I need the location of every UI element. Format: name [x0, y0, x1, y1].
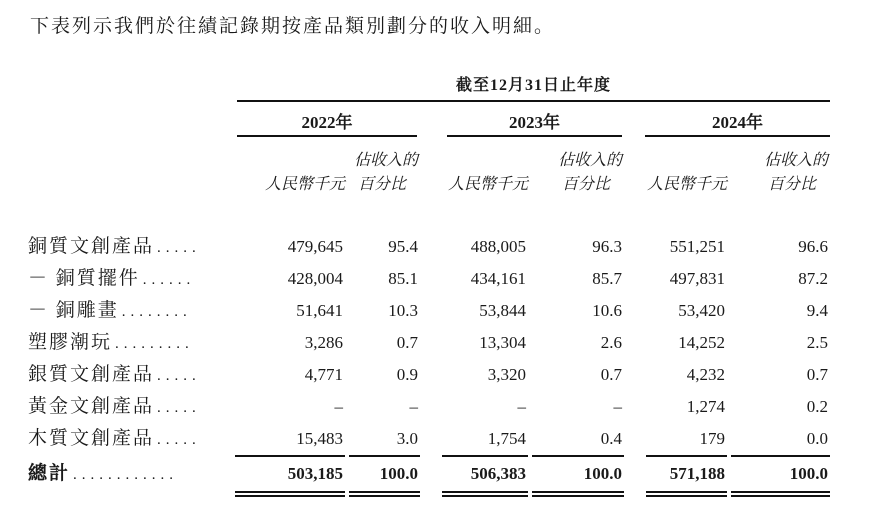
year-header-2023: 2023年 [447, 102, 622, 137]
revenue-by-product-table [28, 76, 830, 497]
rule-segment [731, 455, 830, 457]
amount-cell: 3,320 [487, 365, 526, 384]
subheader-amount-2022: 人民幣千元 [264, 176, 345, 193]
amount-cell: 14,252 [678, 333, 725, 352]
subheader-percent-line2: 百分比 [561, 176, 610, 193]
percent-cell: 3.0 [396, 429, 418, 448]
subheader-percent-line2: 百分比 [767, 176, 816, 193]
row-label [28, 359, 213, 391]
amount-cell: – [334, 397, 343, 416]
dot-leader: ..... [157, 368, 201, 384]
spacer-cell [28, 102, 213, 137]
rule-segment [442, 455, 528, 457]
amount-cell: 1,754 [487, 429, 526, 448]
percent-cell: 0.2 [806, 397, 828, 416]
row-label [28, 231, 213, 263]
table-row-copper-ornaments [28, 263, 830, 295]
column-subheader-row [28, 149, 830, 197]
rule-segment [532, 455, 624, 457]
percent-cell: 95.4 [388, 237, 418, 256]
dot-leader: ..... [157, 400, 201, 416]
row-label [28, 295, 213, 327]
year-header-2022: 2022年 [237, 102, 417, 137]
amount-cell: 434,161 [470, 269, 526, 288]
percent-cell: 2.6 [600, 333, 622, 352]
dot-leader: ........ [121, 304, 192, 320]
subheader-percent-2022 [345, 149, 420, 197]
amount-cell: 53,420 [678, 301, 725, 320]
total-label-text: 總計 [28, 463, 71, 484]
subheader-percent-line1: 佔收入的 [353, 152, 418, 169]
percent-cell: 96.3 [592, 237, 622, 256]
row-label-text: 塑膠潮玩 [28, 332, 113, 353]
total-amount-cell: 506,383 [442, 459, 528, 497]
year-header-row [28, 102, 830, 137]
row-label [28, 263, 213, 295]
amount-cell: 551,251 [669, 237, 725, 256]
period-header: 截至12月31日止年度 [237, 76, 830, 102]
row-label-text: 木質文創產品 [28, 428, 155, 449]
amount-cell: 497,831 [669, 269, 725, 288]
percent-cell: 0.0 [806, 429, 828, 448]
amount-cell: 4,232 [686, 365, 725, 384]
table-row-copper-cultural-products [28, 231, 830, 263]
percent-cell: 10.3 [388, 301, 418, 320]
total-amount-cell: 503,185 [235, 459, 345, 497]
dot-leader: ..... [157, 240, 201, 256]
amount-cell: 428,004 [287, 269, 343, 288]
total-percent-cell: 100.0 [349, 459, 420, 497]
dot-leader: ..... [157, 432, 201, 448]
percent-cell: 0.7 [600, 365, 622, 384]
row-label-text: 銅質文創產品 [28, 236, 155, 257]
table-body [28, 231, 830, 455]
amount-cell: 488,005 [470, 237, 526, 256]
amount-cell: 13,304 [479, 333, 526, 352]
row-label [28, 391, 213, 423]
total-row [28, 457, 830, 497]
subheader-amount-2024: 人民幣千元 [646, 176, 727, 193]
amount-cell: 15,483 [296, 429, 343, 448]
subheader-percent-line1: 佔收入的 [763, 152, 828, 169]
subheader-amount-2023: 人民幣千元 [447, 176, 528, 193]
spacer-cell [28, 76, 213, 102]
year-header-2024: 2024年 [645, 102, 830, 137]
dot-leader: ............ [73, 467, 179, 483]
table-row-plastic-toys [28, 327, 830, 359]
amount-cell: 3,286 [304, 333, 343, 352]
amount-cell: 51,641 [296, 301, 343, 320]
percent-cell: 2.5 [806, 333, 828, 352]
table-row-gold-cultural-products [28, 391, 830, 423]
subheader-percent-line1: 佔收入的 [557, 152, 622, 169]
percent-cell: 96.6 [798, 237, 828, 256]
dot-leader: ......... [115, 336, 194, 352]
row-label-text: － 銅雕畫 [28, 300, 119, 321]
amount-cell: 479,645 [287, 237, 343, 256]
percent-cell: 0.7 [396, 333, 418, 352]
table-row-copper-relief-paintings [28, 295, 830, 327]
percent-cell: 0.4 [600, 429, 622, 448]
percent-cell: 0.9 [396, 365, 418, 384]
amount-cell: 179 [699, 429, 725, 448]
subheader-percent-2023 [528, 149, 624, 197]
subheader-percent-2024 [727, 149, 830, 197]
percent-cell: 0.7 [806, 365, 828, 384]
amount-cell: 53,844 [479, 301, 526, 320]
amount-cell: 1,274 [686, 397, 725, 416]
total-percent-cell: 100.0 [731, 459, 830, 497]
period-header-row [28, 76, 830, 102]
amount-cell: 4,771 [304, 365, 343, 384]
total-percent-cell: 100.0 [532, 459, 624, 497]
percent-cell: 85.7 [592, 269, 622, 288]
rule-segment [235, 455, 345, 457]
percent-cell: 9.4 [806, 301, 828, 320]
percent-cell: 85.1 [388, 269, 418, 288]
spacer-cell [28, 455, 213, 457]
percent-cell: 10.6 [592, 301, 622, 320]
row-label-text: － 銅質擺件 [28, 268, 140, 289]
subheader-percent-line2: 百分比 [357, 176, 406, 193]
table-row-silver-cultural-products [28, 359, 830, 391]
percent-cell: – [613, 397, 622, 416]
amount-cell: – [517, 397, 526, 416]
row-label-text: 黃金文創產品 [28, 396, 155, 417]
row-label [28, 327, 213, 359]
total-amount-cell: 571,188 [646, 459, 727, 497]
percent-cell: 87.2 [798, 269, 828, 288]
percent-cell: – [409, 397, 418, 416]
intro-text: 下表列示我們於往績記錄期按產品類別劃分的收入明細。 [30, 16, 556, 37]
dot-leader: ...... [142, 272, 196, 288]
table-row-wooden-cultural-products [28, 423, 830, 455]
rule-segment [349, 455, 420, 457]
row-label [28, 423, 213, 455]
row-label-text: 銀質文創產品 [28, 364, 155, 385]
total-label [28, 459, 213, 497]
rule-segment [646, 455, 727, 457]
